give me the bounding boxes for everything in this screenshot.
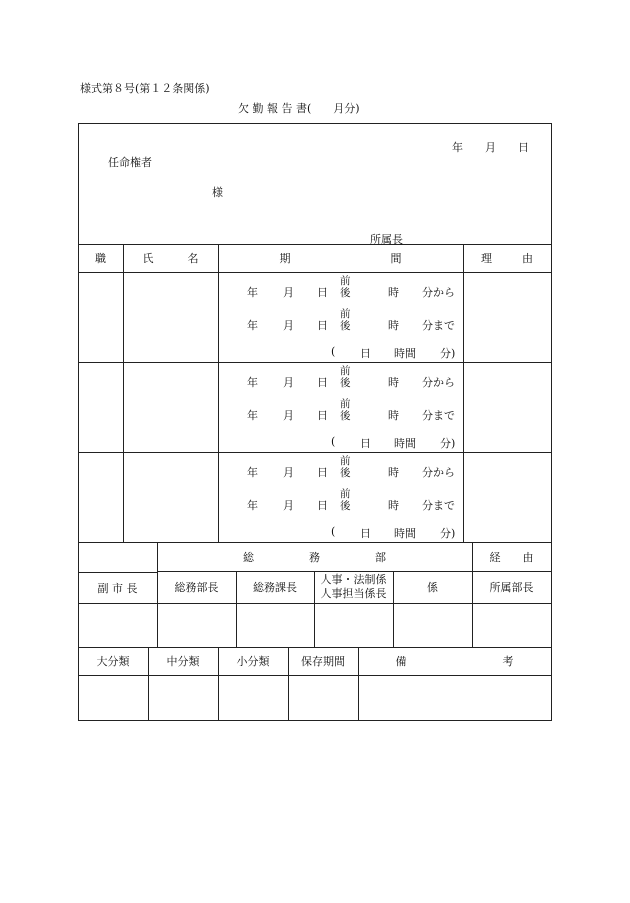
period-block: 年 月 日 前 後 時 分から 年 月 日 前 後 時 分まで ( 日 時間 分)	[247, 455, 456, 540]
medium-class-label: 中分類	[166, 655, 200, 668]
vice-mayor-label: 副 市 長	[97, 581, 138, 595]
dept-director-label: 所属部長	[489, 581, 534, 594]
col-name: 氏 名	[142, 252, 199, 265]
personnel-label: 人事・法制係 人事担当係長	[320, 573, 387, 600]
col-position: 職	[95, 252, 106, 265]
reporter-title: 所属長	[370, 233, 403, 246]
period-block: 年 月 日 前 後 時 分から 年 月 日 前 後 時 分まで ( 日 時間 分)	[247, 275, 456, 360]
staff-label: 係	[427, 581, 438, 594]
via-header: 経 由	[489, 550, 534, 564]
period-block: 年 月 日 前 後 時 分から 年 月 日 前 後 時 分まで ( 日 時間 分)	[247, 365, 456, 450]
form-title: 欠 勤 報 告 書( 月分)	[238, 102, 360, 115]
addressee: 任命権者	[108, 156, 152, 169]
form-number: 様式第８号(第１２条関係)	[80, 82, 210, 95]
report-date: 年 月 日	[452, 141, 529, 154]
ga-director-label: 総務部長	[174, 581, 219, 594]
major-class-label: 大分類	[96, 655, 130, 668]
col-reason: 理 由	[481, 252, 533, 265]
retention-period-label: 保存期間	[301, 655, 345, 668]
remarks-label: 備 考	[395, 655, 514, 668]
minor-class-label: 小分類	[236, 655, 270, 668]
ga-section-chief-label: 総務課長	[253, 581, 297, 594]
general-affairs-header: 総 務 部	[243, 550, 386, 564]
honorific: 様	[212, 186, 223, 199]
col-period: 期 間	[279, 252, 402, 265]
